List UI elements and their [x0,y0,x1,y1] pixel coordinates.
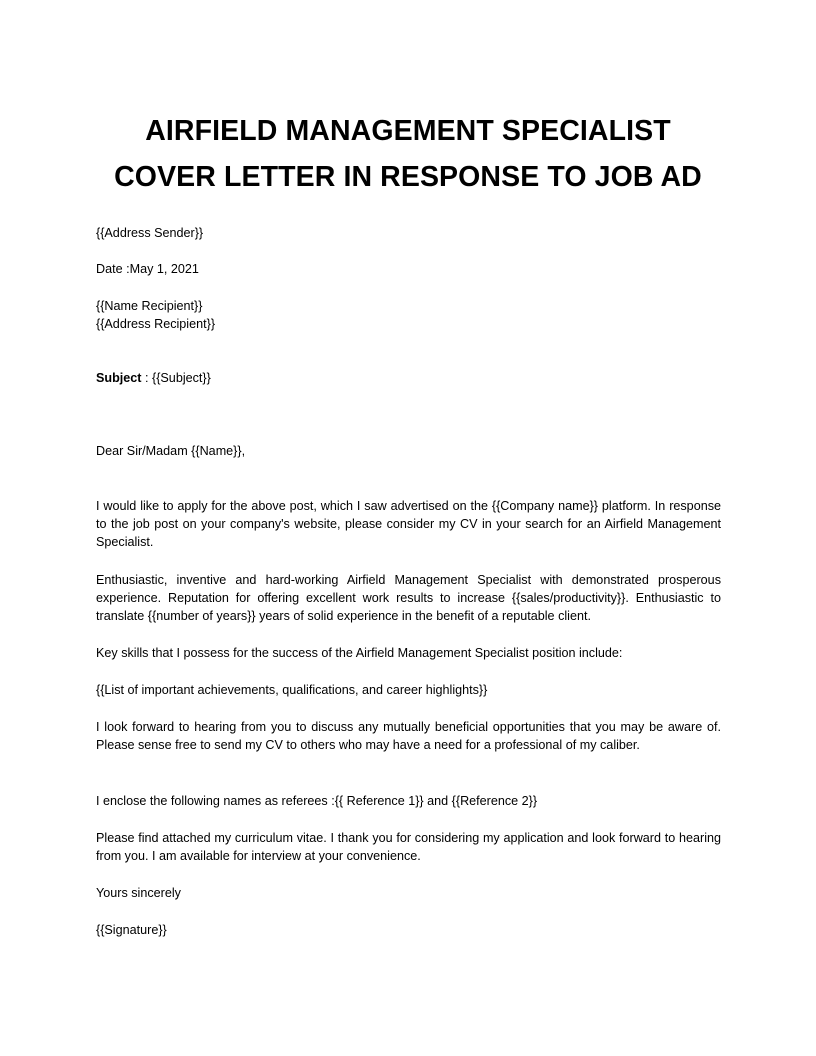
paragraph-achievements: {{List of important achievements, qualifications, and career highlights}} [96,683,488,697]
salutation: Dear Sir/Madam {{Name}}, [96,444,246,458]
document-title [60,108,756,200]
recipient-address: {{Address Recipient}} [96,317,216,331]
title-line-1: AIRFIELD MANAGEMENT SPECIALIST [145,115,671,147]
title-line-2: COVER LETTER IN RESPONSE TO JOB AD [114,161,702,193]
paragraph-referees: I enclose the following names as referees :{{ Reference 1}} and {{Reference 2}} [96,794,538,808]
letter-date: Date :May 1, 2021 [96,262,199,276]
paragraph-look-forward: I look forward to hearing from you to discuss any mutually beneficial opportunities that you may be aware of. Please sense free to send my CV to others who may have a need for a professional of my caliber. [96,720,721,753]
subject-line [96,369,721,387]
recipient-name: {{Name Recipient}} [96,299,203,313]
sender-address: {{Address Sender}} [96,226,204,240]
paragraph-key-skills: Key skills that I possess for the success of the Airfield Management Specialist position include: [96,646,623,660]
paragraph-attached: Please find attached my curriculum vitae. I thank you for considering my application and look forward to hearing from you. I am available for interview at your convenience. [96,831,721,864]
subject-value: : {{Subject}} [141,371,211,385]
closing: Yours sincerely [96,886,181,900]
signature: {{Signature}} [96,923,167,937]
paragraph-intro: I would like to apply for the above post, which I saw advertised on the {{Company name}} platform. In response to the job post on your company's website, please consider my CV in your search for an Airfield Management Specialist. [96,499,721,550]
subject-label: Subject [96,371,142,385]
paragraph-experience: Enthusiastic, inventive and hard-working Airfield Management Specialist with demonstrated prosperous experience. Reputation for offering excellent work results to increase {{sales/productivity}}. Enthusiastic to translate {{number of years}} years of solid experience in the benefit of a reputable client. [96,573,721,624]
